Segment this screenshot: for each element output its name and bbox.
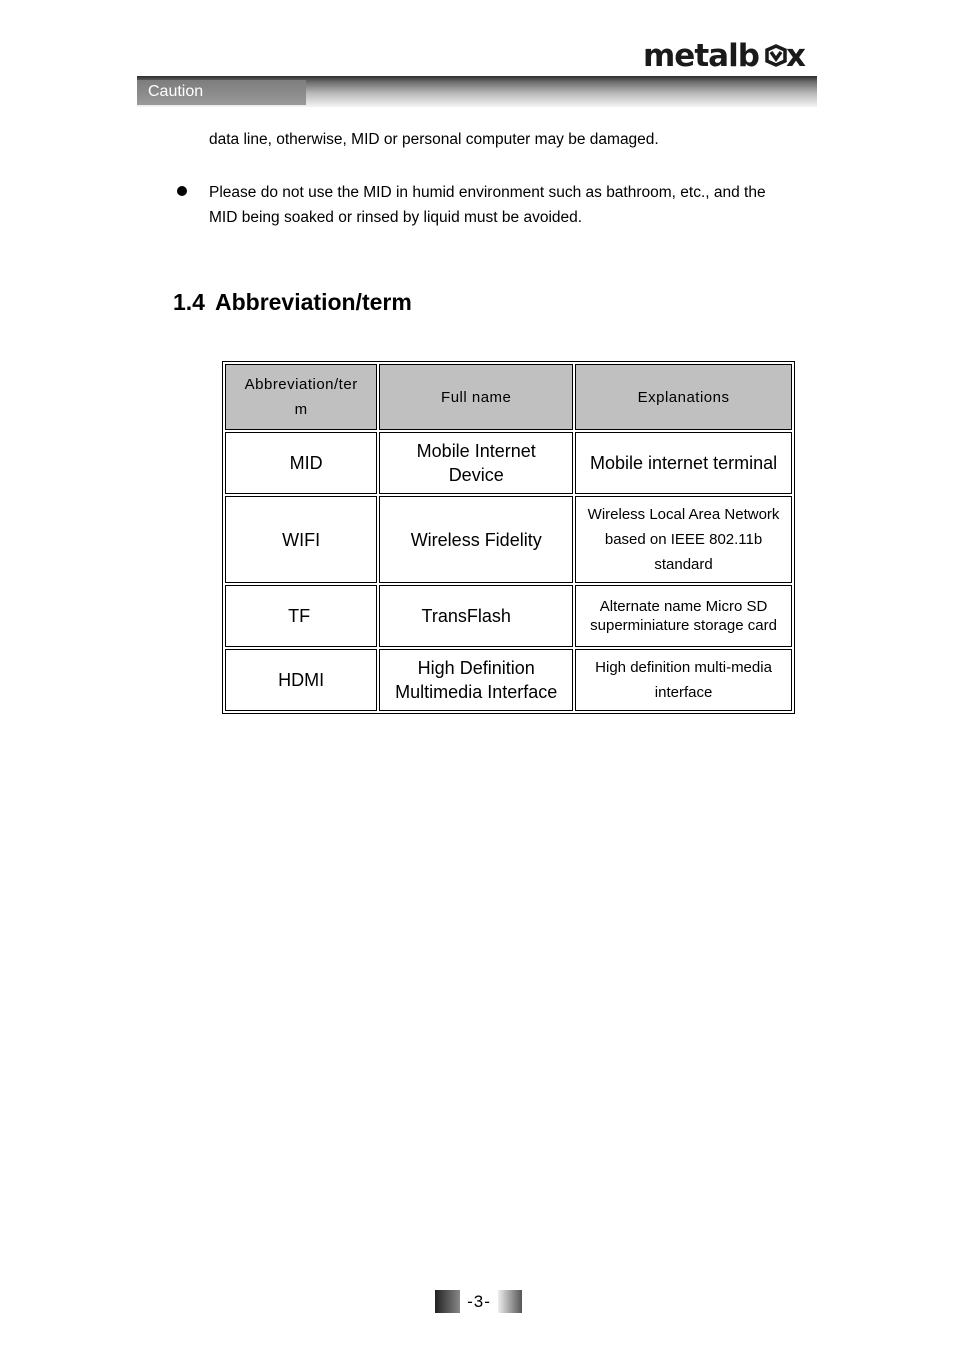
page-number: -3- bbox=[467, 1292, 491, 1311]
full-name-cell: TransFlash bbox=[379, 585, 573, 647]
bullet-text-line-1: Please do not use the MID in humid environment such as bathroom, etc., and the bbox=[209, 184, 766, 201]
full-name-cell: Wireless Fidelity bbox=[379, 496, 573, 583]
section-title: Abbreviation/term bbox=[214, 289, 412, 315]
abbreviation-table bbox=[222, 361, 795, 714]
table-row bbox=[225, 432, 792, 494]
svg-text:metalb: metalb bbox=[643, 38, 759, 74]
section-label: Caution bbox=[148, 83, 204, 100]
table-row bbox=[225, 649, 792, 711]
page-number-left-block bbox=[435, 1290, 460, 1313]
metalbox-logo bbox=[643, 38, 808, 74]
header-full-name: Full name bbox=[379, 364, 573, 430]
header-explanations: Explanations bbox=[575, 364, 792, 430]
abbr-cell: HDMI bbox=[225, 649, 377, 711]
explanation-cell: Wireless Local Area Network based on IEEE 802.11b standard bbox=[575, 496, 792, 583]
full-name-cell: Mobile Internet Device bbox=[379, 432, 573, 494]
abbr-cell: WIFI bbox=[225, 496, 377, 583]
table-row bbox=[225, 585, 792, 647]
page-number-right-block bbox=[498, 1290, 522, 1313]
bullet-icon bbox=[177, 186, 187, 196]
section-number: 1.4 bbox=[173, 289, 205, 315]
full-name-cell: High Definition Multimedia Interface bbox=[379, 649, 573, 711]
abbr-cell: TF bbox=[225, 585, 377, 647]
abbr-cell: MID bbox=[225, 432, 377, 494]
bullet-text-line-2: MID being soaked or rinsed by liquid must be avoided. bbox=[209, 209, 583, 226]
table-header-row bbox=[225, 364, 792, 430]
continued-paragraph: data line, otherwise, MID or personal computer may be damaged. bbox=[209, 131, 659, 148]
explanation-cell: Alternate name Micro SD superminiature storage card bbox=[575, 585, 792, 647]
section-heading bbox=[173, 289, 412, 316]
table-row bbox=[225, 496, 792, 583]
explanation-cell: Mobile internet terminal bbox=[575, 432, 792, 494]
explanation-cell: High definition multi-media interface bbox=[575, 649, 792, 711]
svg-text:x: x bbox=[786, 38, 806, 74]
header-abbreviation: Abbreviation/ter m bbox=[225, 364, 377, 430]
